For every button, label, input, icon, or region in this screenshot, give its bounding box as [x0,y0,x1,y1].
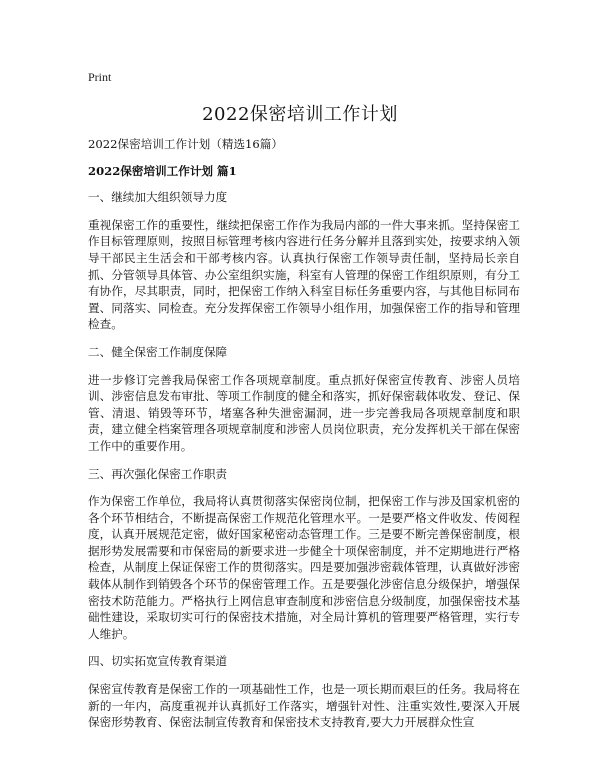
section-heading: 2022保密培训工作计划 篇1 [88,163,237,178]
paragraph-2: 进一步修订完善我局保密工作各项规章制度。重点抓好保密宣传教育、涉密人员培训、涉密信息发布审批、等项工作制度的健全和落实，抓好保密载体收发、登记、保管、清退、销毁等环节，堵塞各种失泄密漏洞，进一步完善我局各项规章制度和职责，建立健全档案管理各项规章制度和涉密人员岗位职责，充分发挥机关干部在保密工作中的重要作用。 [88,372,520,453]
print-link[interactable]: Print [88,70,112,84]
heading-3: 三、再次强化保密工作职责 [88,466,228,481]
paragraph-4: 保密宣传教育是保密工作的一项基础性工作，也是一项长期而艰巨的任务。我局将在新的一年内，高度重视并认真抓好工作落实，增强针对性、注重实效性,要深入开展保密形势教育、保密法制宣传教育和保密技术支持教育,要大力开展群众性宣 [88,682,520,730]
paragraph-3: 作为保密工作单位，我局将认真贯彻落实保密岗位制，把保密工作与涉及国家机密的各个环节相结合，不断提高保密工作规范化管理水平。一是要严格文件收发、传阅程度，认真开展规范定密，做好国家秘密动态管理工作。三是要不断完善保密制度，根据形势发展需要和市保密局的新要求进一步健全十项保密制度，并不定期地进行严格检查，从制度上保证保密工作的贯彻落实。四是要加强涉密载体管理，认真做好涉密载体从制作到销毁各个环节的保密管理工作。五是要强化涉密信息分级保护，增强保密技术防范能力。严格执行上网信息审查制度和涉密信息分级制度，加强保密技术基础性建设，采取切实可行的保密技术措施，对全局计算机的管理要严格管理，实行专人维护。 [88,494,520,641]
document-body [88,136,520,742]
document-title: 2022保密培训工作计划 [202,104,398,125]
heading-1: 一、继续加大组织领导力度 [88,190,228,205]
heading-4: 四、切实拓宽宣传教育渠道 [88,654,228,669]
heading-2: 二、健全保密工作制度保障 [88,344,228,359]
document-subtitle: 2022保密培训工作计划（精选16篇） [88,137,283,151]
paragraph-1: 重视保密工作的重要性，继续把保密工作作为我局内部的一件大事来抓。坚持保密工作目标管理原则，按照目标管理考核内容进行任务分解并且落到实处，按要求纳入领导干部民主生活会和干部考核内容。认真执行保密工作领导责任制，坚持局长亲自抓、分管领导具体管、办公室组织实施，科室有人管理的保密工作组织原则，有分工有协作，尽其职责，同时，把保密工作纳入科室目标任务重要内容，与其他目标同布置、同落实、同检查。充分发挥保密工作领导小组作用，加强保密工作的指导和管理检查。 [88,217,520,332]
